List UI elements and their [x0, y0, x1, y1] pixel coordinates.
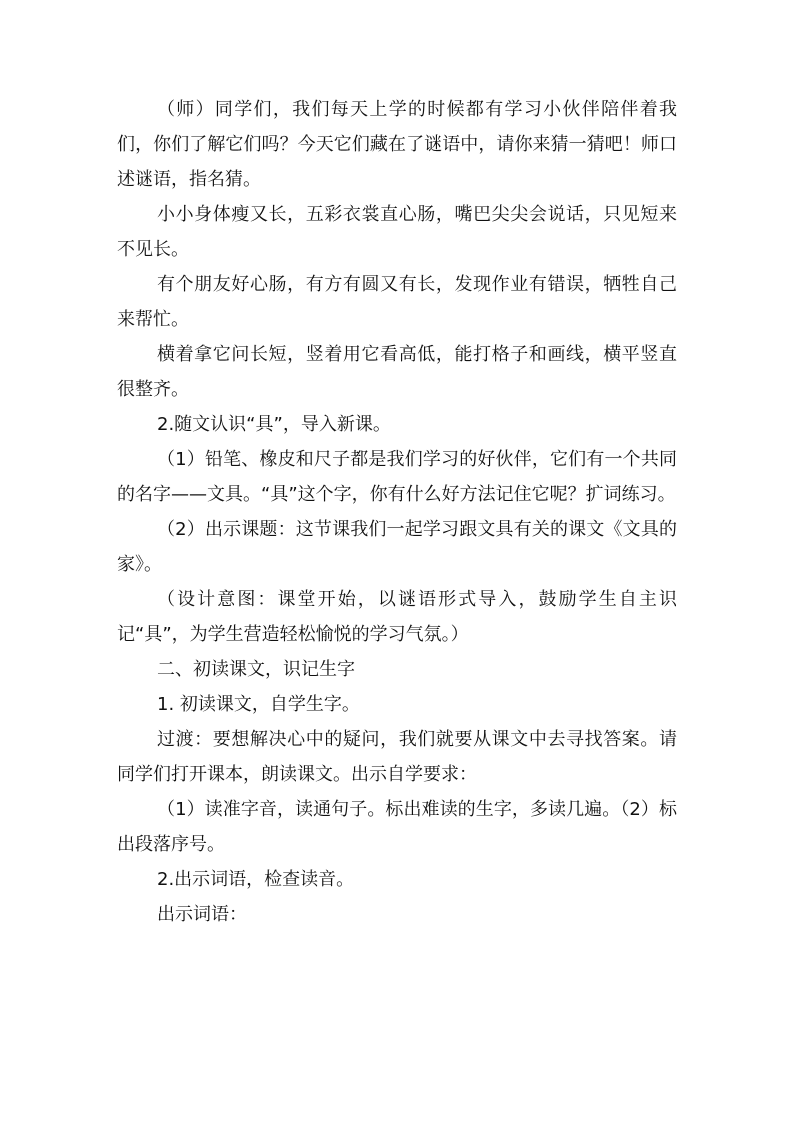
- paragraph-teacher-intro: （师）同学们，我们每天上学的时候都有学习小伙伴陪伴着我们，你们了解它们吗？今天它们藏在了谜语中，请你来猜一猜吧！师口述谜语，指名猜。: [117, 99, 677, 190]
- section-heading-2: 二、初读课文，识记生字: [157, 659, 355, 680]
- paragraph-sub-2: 2.出示词语，检查读音。: [157, 869, 355, 890]
- paragraph-riddle-ruler: 横着拿它问长短，竖着用它看高低，能打格子和画线，横平竖直很整齐。: [117, 344, 677, 400]
- paragraph-sub-1: 1. 初读课文，自学生字。: [157, 694, 360, 715]
- document-page: [117, 92, 677, 932]
- paragraph-requirements: （1）读准字音，读通句子。标出难读的生字，多读几遍。（2）标出段落序号。: [117, 799, 677, 855]
- paragraph-item-1: （1）铅笔、橡皮和尺子都是我们学习的好伙伴，它们有一个共同的名字——文具。“具”这个字，你有什么好方法记住它呢？扩词练习。: [117, 449, 677, 505]
- paragraph-design-intent: （设计意图：课堂开始，以谜语形式导入，鼓励学生自主识记“具”，为学生营造轻松愉悦的学习气氛。）: [117, 589, 677, 645]
- paragraph-riddle-eraser: 有个朋友好心肠，有方有圆又有长，发现作业有错误，牺牲自己来帮忙。: [117, 274, 677, 330]
- paragraph-show-words: 出示词语：: [157, 904, 247, 925]
- paragraph-transition: 过渡：要想解决心中的疑问，我们就要从课文中去寻找答案。请同学们打开课本，朗读课文。出示自学要求：: [117, 729, 677, 785]
- paragraph-step-2-heading: 2.随文认识“具”，导入新课。: [157, 414, 391, 435]
- paragraph-item-2: （2）出示课题：这节课我们一起学习跟文具有关的课文《文具的家》。: [117, 519, 677, 575]
- paragraph-riddle-pencil: 小小身体瘦又长，五彩衣裳直心肠，嘴巴尖尖会说话，只见短来不见长。: [117, 204, 677, 260]
